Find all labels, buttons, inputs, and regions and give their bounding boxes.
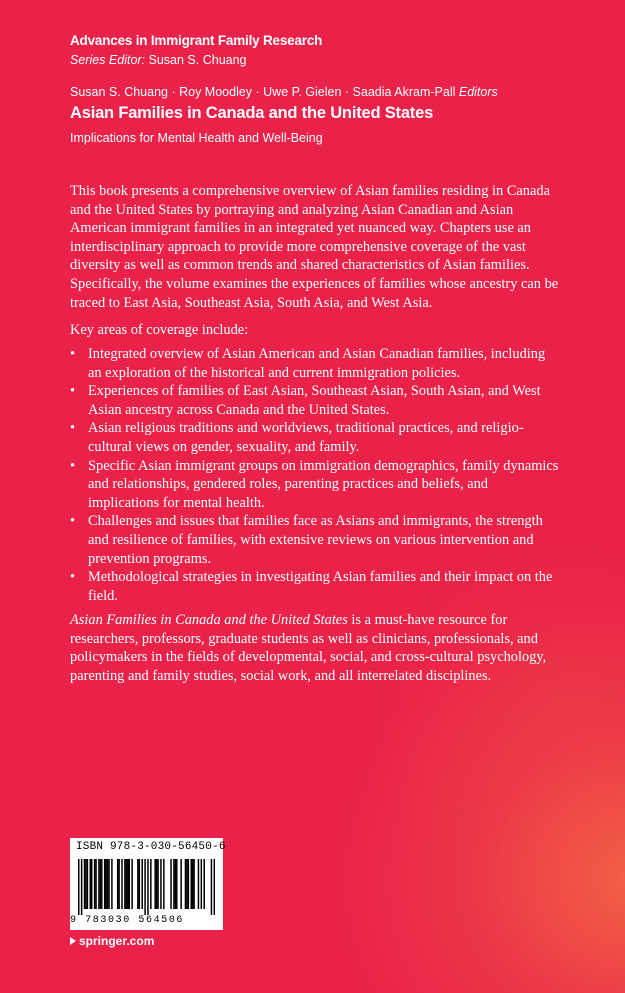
bullet-icon: • — [70, 346, 76, 362]
barcode-bar — [139, 859, 140, 909]
series-editor-label: Series Editor: — [70, 53, 146, 67]
barcode-bar — [211, 859, 212, 915]
series-editor — [70, 53, 247, 67]
barcode-bar — [127, 859, 128, 909]
barcode-bar — [201, 859, 202, 909]
list-item-text: Specific Asian immigrant groups on immigration demographics, family dynamics and relationships, gendered roles, parenting practices and beliefs, and implications for mental health. — [88, 457, 559, 511]
closing-text: is a must-have resource for researchers, professors, graduate students as well as clinicians, professionals, and policymakers in the fields of developmental, social, and cross-cultural psychology, parenting and family studies, social work, and all interrelated disciplines. — [70, 612, 547, 684]
list-item-text: Asian religious traditions and worldviews, traditional practices, and religio-cultural views on gender, sexuality, and family. — [88, 420, 524, 455]
barcode-bar — [118, 859, 119, 909]
barcode-bar — [94, 859, 95, 909]
list-item-text: Integrated overview of Asian American and Asian Canadian families, including an exploration of the historical and current immigration policies. — [88, 346, 546, 381]
barcode-bar — [108, 859, 109, 909]
editors-role: Editors — [458, 85, 498, 99]
barcode-bar — [203, 859, 204, 909]
barcode-bar — [175, 859, 176, 909]
barcode-bar — [121, 859, 122, 909]
barcode-bar — [198, 859, 199, 909]
barcode-bar — [131, 859, 132, 909]
list-item — [70, 382, 562, 419]
barcode-bar — [128, 859, 129, 909]
barcode-bar — [104, 859, 105, 909]
barcode-bar — [214, 859, 215, 915]
bullet-icon: • — [70, 420, 76, 437]
barcode-bar — [78, 859, 79, 915]
barcode-bar — [95, 859, 96, 909]
barcode-digits: 9 783030 564506 — [70, 915, 185, 926]
series-title: Advances in Immigrant Family Research — [70, 33, 323, 48]
barcode-bar — [117, 859, 118, 909]
barcode-bar — [156, 859, 157, 909]
bullet-icon: • — [70, 457, 76, 474]
barcode-bar — [180, 859, 181, 909]
barcode-bar — [190, 859, 191, 909]
barcode-bar — [85, 859, 86, 909]
barcode-bar — [98, 859, 99, 909]
barcode-bar — [170, 859, 171, 909]
barcode-bar — [154, 859, 155, 909]
barcode-bar — [188, 859, 189, 909]
barcode-bar — [176, 859, 177, 909]
list-item-text: Methodological strategies in investigating Asian families and their impact on the field. — [88, 569, 553, 604]
book-editors — [70, 85, 498, 99]
barcode-bar — [100, 859, 101, 909]
list-item-text: Challenges and issues that families face as Asians and immigrants, the strength and resilience of families, with extensive reviews on various intervention and prevention programs. — [88, 513, 543, 567]
barcode-bar — [105, 859, 106, 909]
series-editor-name: Susan S. Chuang — [148, 53, 247, 67]
barcode-bar — [147, 859, 148, 915]
barcode-bar — [91, 859, 92, 909]
isbn-barcode-box — [70, 838, 226, 930]
barcode-bar — [87, 859, 88, 909]
list-item — [70, 345, 562, 382]
barcode — [78, 859, 215, 915]
list-item-text: Experiences of families of East Asian, Southeast Asian, South Asian, and West Asian ancestry across Canada and the United States. — [88, 383, 541, 418]
barcode-bar — [126, 859, 127, 909]
book-title: Asian Families in Canada and the United States — [70, 104, 434, 122]
barcode-bar — [84, 859, 85, 909]
editor-names: Susan S. Chuang · Roy Moodley · Uwe P. Gielen · Saadia Akram-Pall — [70, 85, 456, 99]
list-item — [70, 419, 562, 456]
key-areas-intro: Key areas of coverage include: — [70, 322, 249, 338]
key-areas-list — [70, 345, 562, 605]
barcode-bar — [192, 859, 193, 909]
barcode-bar — [157, 859, 158, 909]
barcode-bar — [90, 859, 91, 909]
publisher-link[interactable] — [70, 934, 154, 948]
barcode-bar — [101, 859, 102, 909]
barcode-bar — [141, 859, 142, 909]
list-item — [70, 457, 562, 513]
barcode-bar — [107, 859, 108, 909]
barcode-bar — [111, 859, 112, 909]
bullet-icon: • — [70, 383, 76, 400]
barcode-bar — [163, 859, 164, 909]
bullet-icon: • — [70, 513, 76, 530]
barcode-bar — [137, 859, 138, 909]
list-item — [70, 512, 562, 568]
book-description: This book presents a comprehensive overview of Asian families residing in Canada and the United States by portraying and analyzing Asian Canadian and Asian American immigrant families in an integrated yet nuanced way. Chapters use an interdisciplinary approach to provide more comprehensive coverage of the vast diversity as well as common trends and shared characteristics of Asian families. Specifically, the volume examines the experiences of families whose ancestry can be traced to East Asia, Southeast Asia, South Asia, and West Asia. — [70, 183, 559, 311]
barcode-bar — [193, 859, 194, 909]
barcode-bar — [144, 859, 145, 915]
arrow-right-icon — [70, 937, 76, 945]
isbn-label: ISBN 978-3-030-56450-6 — [76, 841, 226, 853]
closing-paragraph — [70, 611, 562, 685]
barcode-bar — [186, 859, 187, 909]
barcode-bar — [160, 859, 161, 909]
barcode-bar — [124, 859, 125, 909]
barcode-bar — [185, 859, 186, 909]
barcode-bar — [81, 859, 82, 915]
book-subtitle: Implications for Mental Health and Well-Being — [70, 131, 323, 145]
bullet-icon: • — [70, 569, 76, 586]
barcode-bar — [173, 859, 174, 909]
closing-book-title: Asian Families in Canada and the United States — [70, 612, 348, 628]
list-item — [70, 568, 562, 605]
barcode-bar — [150, 859, 151, 909]
publisher-url: springer.com — [79, 934, 155, 948]
